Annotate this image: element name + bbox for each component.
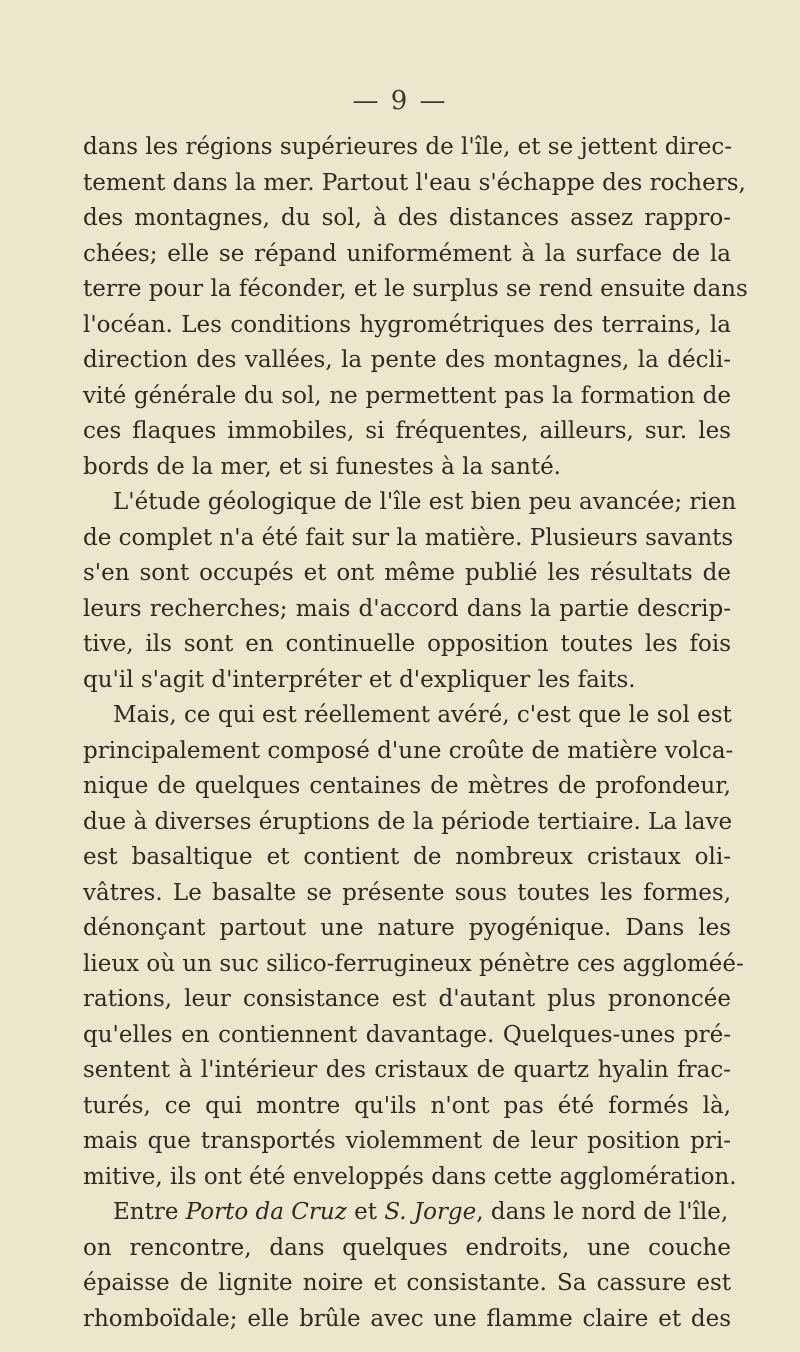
text-fragment: , dans le nord de l'île, [476, 1199, 729, 1225]
text-line: sentent à l'intérieur des cristaux de quartz hyalin frac- [83, 1057, 731, 1083]
text-line: terre pour la féconder, et le surplus se rend ensuite dans [83, 276, 748, 302]
text-line: mais que transportés violemment de leur position pri- [83, 1128, 731, 1154]
text-line: on rencontre, dans quelques endroits, une couche [83, 1234, 731, 1261]
place-name: Porto da Cruz [185, 1199, 347, 1225]
text-line: des montagnes, du sol, à des distances assez rappro- [83, 205, 731, 231]
text-line: mitive, ils ont été enveloppés dans cette agglomération. [83, 1163, 737, 1190]
body-text [83, 130, 748, 1337]
text-line: est basaltique et contient de nombreux cristaux oli- [83, 844, 731, 870]
text-line: leurs recherches; mais d'accord dans la partie descrip- [83, 595, 731, 622]
text-line: vité générale du sol, ne permettent pas la formation de [83, 382, 731, 409]
text-line: nique de quelques centaines de mètres de profondeur, [83, 773, 731, 799]
text-fragment: Entre [113, 1199, 186, 1225]
text-line: rhomboïdale; elle brûle avec une flamme claire et des [83, 1305, 731, 1332]
text-line: rations, leur consistance est d'autant plus prononcée [83, 986, 731, 1012]
text-line: l'océan. Les conditions hygrométriques des terrains, la [83, 311, 731, 338]
place-name: S. Jorge [384, 1199, 477, 1225]
text-line: s'en sont occupés et ont même publié les résultats de [83, 560, 731, 586]
text-line: dans les régions supérieures de l'île, et se jettent direc- [83, 134, 733, 160]
text-line: vâtres. Le basalte se présente sous toutes les formes, [83, 879, 731, 906]
text-line: tive, ils sont en continuelle opposition toutes les fois [83, 631, 731, 657]
text-line: direction des vallées, la pente des montagnes, la décli- [83, 347, 731, 373]
text-line: dénonçant partout une nature pyogénique. Dans les [83, 915, 731, 941]
text-line: de complet n'a été fait sur la matière. Plusieurs savants [83, 524, 734, 551]
text-line: due à diverses éruptions de la période tertiaire. La lave [83, 808, 733, 835]
text-line-with-place-names [83, 1195, 731, 1231]
text-line: L'étude géologique de l'île est bien peu avancée; rien [113, 489, 737, 515]
text-line: tement dans la mer. Partout l'eau s'échappe des rochers, [83, 169, 746, 196]
text-fragment: et [346, 1199, 385, 1225]
text-line: principalement composé d'une croûte de matière volca- [83, 737, 734, 764]
text-line: qu'il s'agit d'interpréter et d'expliquer les faits. [83, 666, 636, 693]
text-line: bords de la mer, et si funestes à la santé. [83, 453, 561, 480]
text-line: chées; elle se répand uniformément à la surface de la [83, 240, 731, 267]
text-line: épaisse de lignite noire et consistante. Sa cassure est [83, 1270, 731, 1296]
text-line: ces flaques immobiles, si fréquentes, ailleurs, sur. les [83, 418, 731, 444]
text-line: Mais, ce qui est réellement avéré, c'est que le sol est [113, 702, 732, 728]
text-line: turés, ce qui montre qu'ils n'ont pas été formés là, [83, 1092, 731, 1119]
text-line: qu'elles en contiennent davantage. Quelques-unes pré- [83, 1021, 731, 1048]
page-number: — 9 — [352, 86, 448, 116]
text-line: lieux où un suc silico-ferrugineux pénètre ces aggloméé- [83, 950, 744, 977]
